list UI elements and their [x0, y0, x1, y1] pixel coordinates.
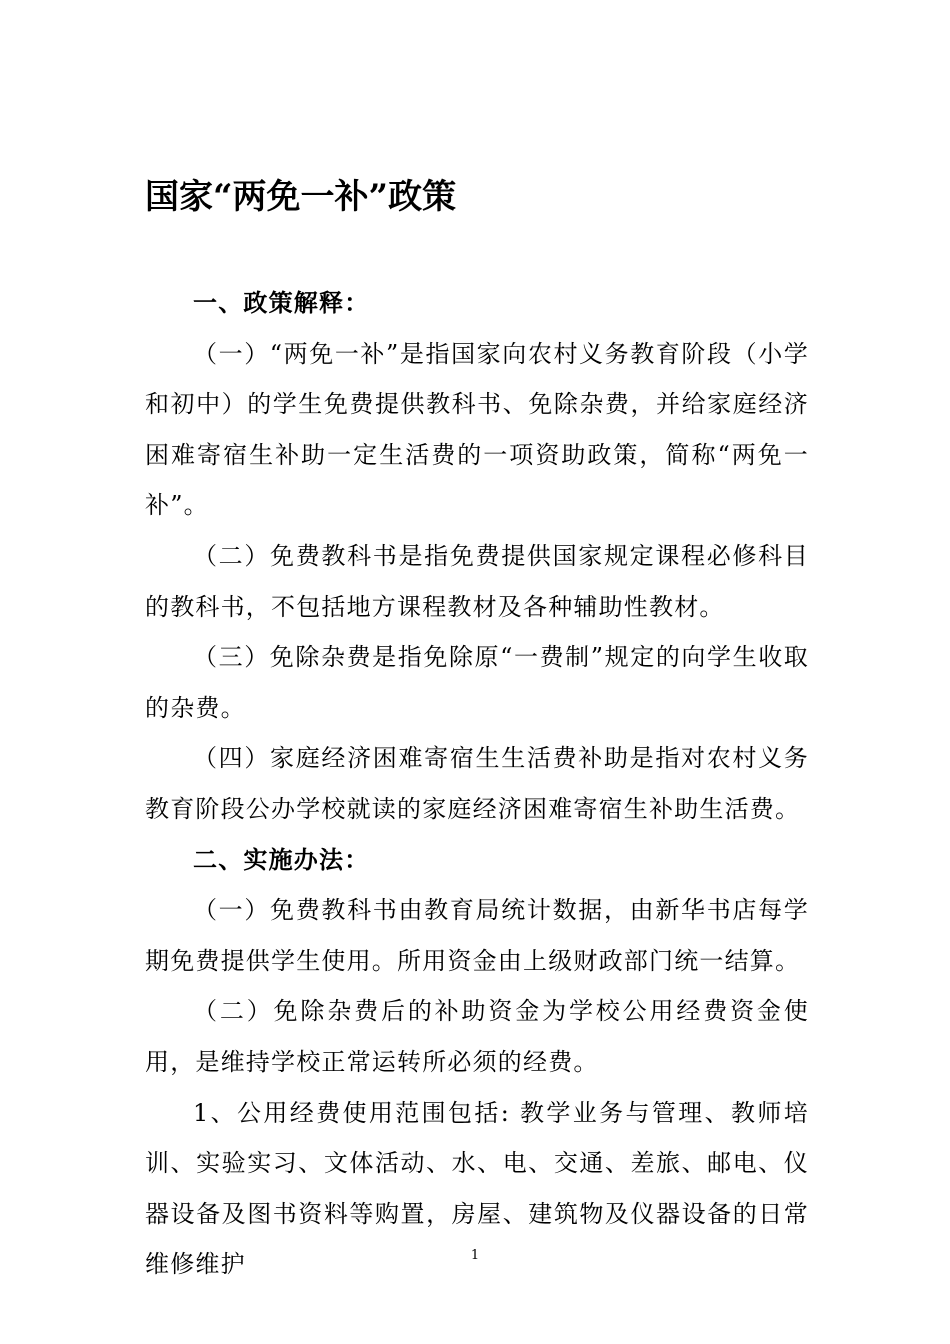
paragraph-fee-exemption: （三）免除杂费是指免除原“一费制”规定的向学生收取的杂费。 — [145, 643, 809, 722]
paragraph-textbook-implementation: （一）免费教科书由教育局统计数据，由新华书店每学期免费提供学生使用。所用资金由上级财政部门统一结算。 — [145, 896, 809, 975]
paragraph-public-fund-scope: 1、公用经费使用范围包括: 教学业务与管理、教师培训、实验实习、文体活动、水、电、交通、差旅、邮电、仪器设备及图书资料等购置，房屋、建筑物及仪器设备的日常维修维护 — [145, 1098, 809, 1279]
paragraph-fee-subsidy-use: （二）免除杂费后的补助资金为学校公用经费资金使用，是维持学校正常运转所必须的经费。 — [145, 997, 809, 1076]
document-body — [145, 278, 809, 1290]
document-title: 国家“两免一补”政策 — [145, 177, 457, 217]
page-number: 1 — [470, 1248, 480, 1263]
section-heading-policy-explanation: 一、政策解释： — [193, 289, 370, 317]
paragraph-definition: （一）“两免一补”是指国家向农村义务教育阶段（小学和初中）的学生免费提供教科书、免除杂费，并给家庭经济困难寄宿生补助一定生活费的一项资助政策，简称“两免一补”。 — [145, 339, 809, 520]
paragraph-living-subsidy: （四）家庭经济困难寄宿生生活费补助是指对农村义务教育阶段公办学校就读的家庭经济困难寄宿生补助生活费。 — [145, 744, 809, 823]
paragraph-free-textbooks: （二）免费教科书是指免费提供国家规定课程必修科目的教科书，不包括地方课程教材及各种辅助性教材。 — [145, 541, 809, 621]
section-heading-implementation: 二、实施办法： — [193, 845, 370, 874]
